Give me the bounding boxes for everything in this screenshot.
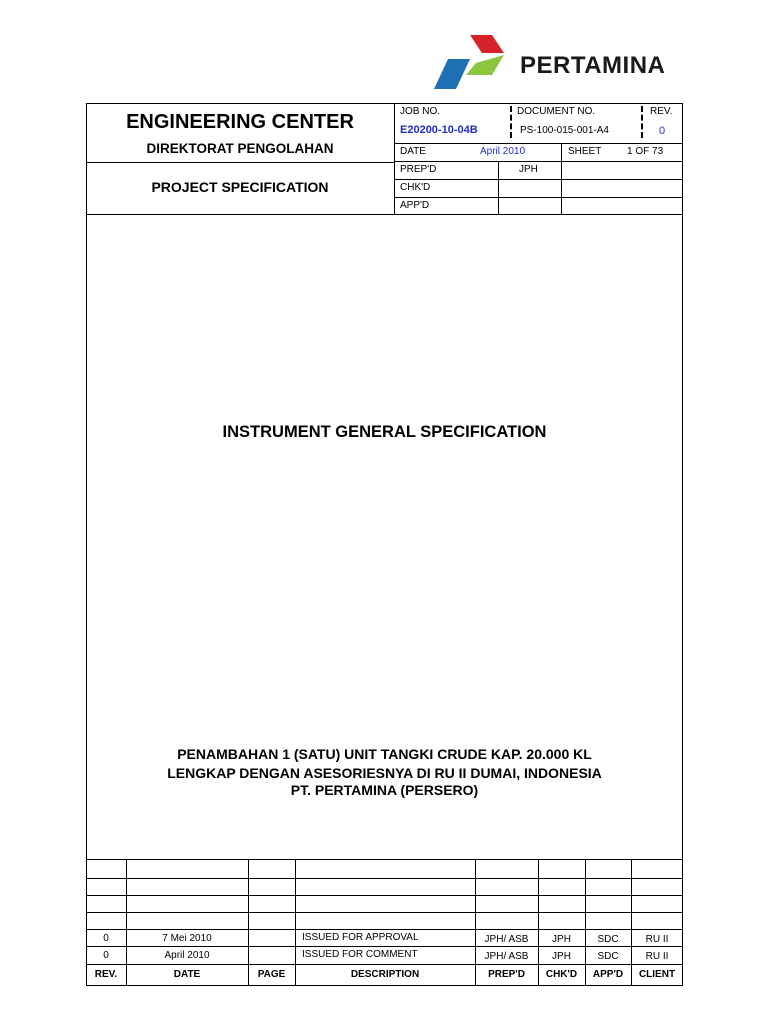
table-cell: 0 xyxy=(103,950,109,961)
table-cell: 7 Mei 2010 xyxy=(162,933,212,944)
header-bottom-line xyxy=(86,214,683,215)
table-cell: SDC xyxy=(597,951,619,962)
doc-type: PROJECT SPECIFICATION xyxy=(151,179,329,195)
prepd-value: JPH xyxy=(519,164,538,175)
document-title: INSTRUMENT GENERAL SPECIFICATION xyxy=(222,423,547,441)
job-no-value: E20200-10-04B xyxy=(400,124,478,136)
column-header-appd: APP'D xyxy=(592,969,624,980)
column-header-chkd: CHK'D xyxy=(545,969,578,980)
date-value: April 2010 xyxy=(480,146,526,157)
page-frame xyxy=(86,103,683,986)
column-header-prepd: PREP'D xyxy=(488,969,525,980)
table-cell: April 2010 xyxy=(164,950,210,961)
table-cell: ISSUED FOR COMMENT xyxy=(302,949,418,960)
table-cell: JPH/ ASB xyxy=(484,934,529,945)
project-line-1: PENAMBAHAN 1 (SATU) UNIT TANGKI CRUDE KAP. 20.000 KL xyxy=(177,746,592,762)
chkd-label: CHK'D xyxy=(400,182,431,193)
table-cell: ISSUED FOR APPROVAL xyxy=(302,932,419,943)
table-cell: JPH/ ASB xyxy=(484,951,529,962)
sheet-value: 1 OF 73 xyxy=(627,146,664,157)
column-header-rev: REV. xyxy=(94,969,118,980)
date-label: DATE xyxy=(400,146,426,157)
prepd-label: PREP'D xyxy=(400,164,437,175)
pertamina-logo-icon xyxy=(430,33,510,89)
rev-label: REV. xyxy=(650,106,673,117)
doc-no-label: DOCUMENT NO. xyxy=(517,106,596,117)
header-left-split xyxy=(86,162,394,163)
logo-wordmark: PERTAMINA xyxy=(520,52,666,79)
appd-label: APP'D xyxy=(400,200,430,211)
org-subtitle: DIREKTORAT PENGOLAHAN xyxy=(146,141,334,156)
sheet-label: SHEET xyxy=(568,146,602,157)
table-cell: SDC xyxy=(597,934,619,945)
column-header-description: DESCRIPTION xyxy=(350,969,420,980)
doc-no-value: PS-100-015-001-A4 xyxy=(520,125,609,136)
table-cell: JPH xyxy=(552,951,571,962)
rev-value: 0 xyxy=(659,125,666,137)
column-header-page: PAGE xyxy=(257,969,286,980)
table-cell: RU II xyxy=(645,934,669,945)
column-header-date: DATE xyxy=(173,969,201,980)
table-cell: 0 xyxy=(103,933,109,944)
column-header-client: CLIENT xyxy=(638,969,676,980)
project-line-2: LENGKAP DENGAN ASESORIESNYA DI RU II DUMAI, INDONESIA xyxy=(167,765,602,781)
job-no-label: JOB NO. xyxy=(400,106,441,117)
table-cell: JPH xyxy=(552,934,571,945)
project-line-3: PT. PERTAMINA (PERSERO) xyxy=(290,782,479,798)
org-title: ENGINEERING CENTER xyxy=(126,111,354,133)
table-cell: RU II xyxy=(645,951,669,962)
